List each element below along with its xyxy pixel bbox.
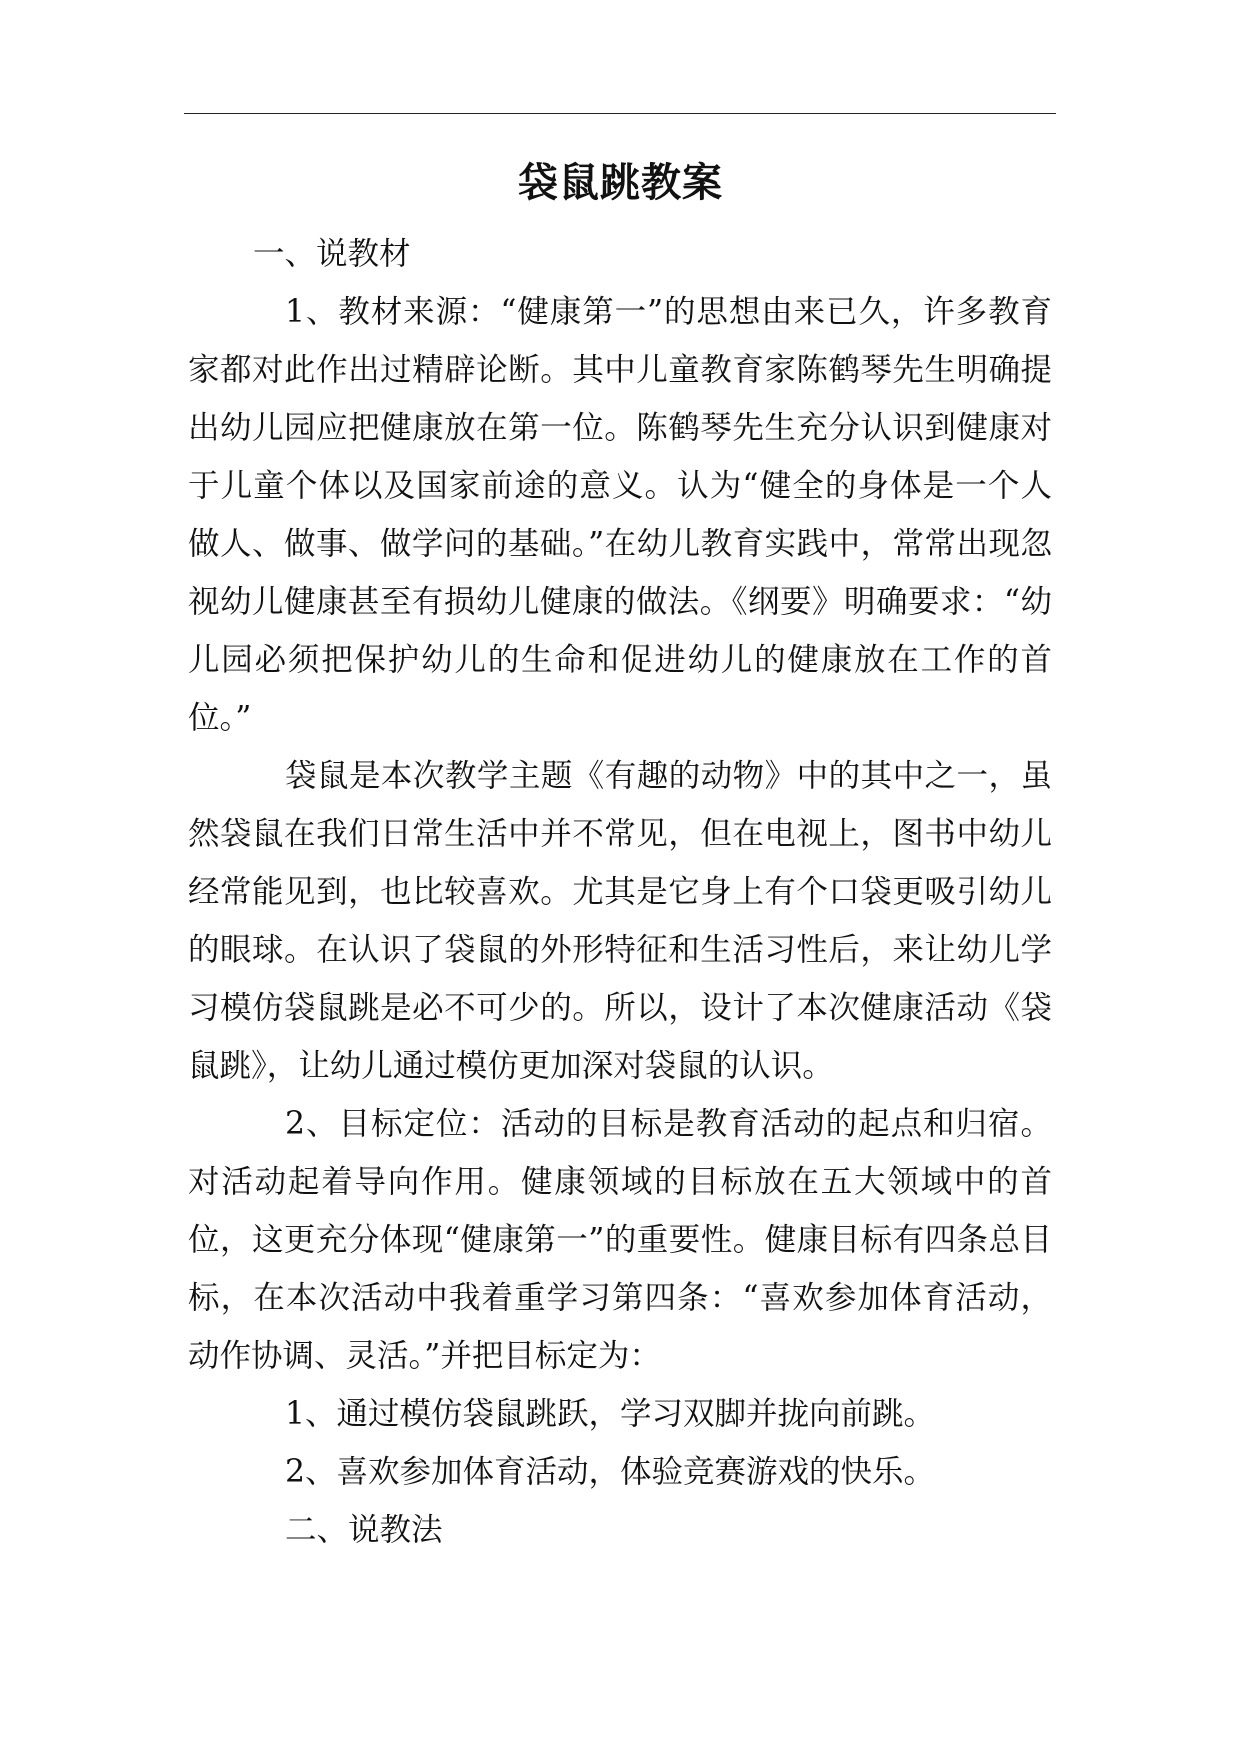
document-title: 袋鼠跳教案 — [518, 160, 723, 206]
section-heading-materials: 一、说教材 — [253, 236, 411, 272]
goal-item-2: 2、喜欢参加体育活动，体验竞赛游戏的快乐。 — [285, 1454, 936, 1490]
section-heading-methods: 二、说教法 — [285, 1512, 443, 1548]
paragraph-goal-positioning: 2、目标定位：活动的目标是教育活动的起点和归宿。对活动起着导向作用。健康领域的目标放在五大领域中的首位，这更充分体现“健康第一”的重要性。健康目标有四条总目标，在本次活动中我着重学习第四条：“喜欢参加体育活动，动作协调、灵活。”并把目标定为： — [188, 1106, 1052, 1374]
paragraph-material-source: 1、教材来源：“健康第一”的思想由来已久，许多教育家都对此作出过精辟论断。其中儿童教育家陈鹤琴先生明确提出幼儿园应把健康放在第一位。陈鹤琴先生充分认识到健康对于儿童个体以及国家前途的意义。认为“健全的身体是一个人做人、做事、做学问的基础。”在幼儿教育实践中，常常出现忽视幼儿健康甚至有损幼儿健康的做法。《纲要》明确要求：“幼儿园必须把保护幼儿的生命和促进幼儿的健康放在工作的首位。” — [188, 294, 1052, 736]
paragraph-kangaroo-theme: 袋鼠是本次教学主题《有趣的动物》中的其中之一，虽然袋鼠在我们日常生活中并不常见，但在电视上，图书中幼儿经常能见到，也比较喜欢。尤其是它身上有个口袋更吸引幼儿的眼球。在认识了袋鼠的外形特征和生活习性后，来让幼儿学习模仿袋鼠跳是必不可少的。所以，设计了本次健康活动《袋鼠跳》，让幼儿通过模仿更加深对袋鼠的认识。 — [188, 758, 1052, 1084]
goal-item-1: 1、通过模仿袋鼠跳跃，学习双脚并拢向前跳。 — [285, 1396, 936, 1432]
document-body — [188, 225, 1052, 1559]
header-rule — [184, 113, 1056, 114]
